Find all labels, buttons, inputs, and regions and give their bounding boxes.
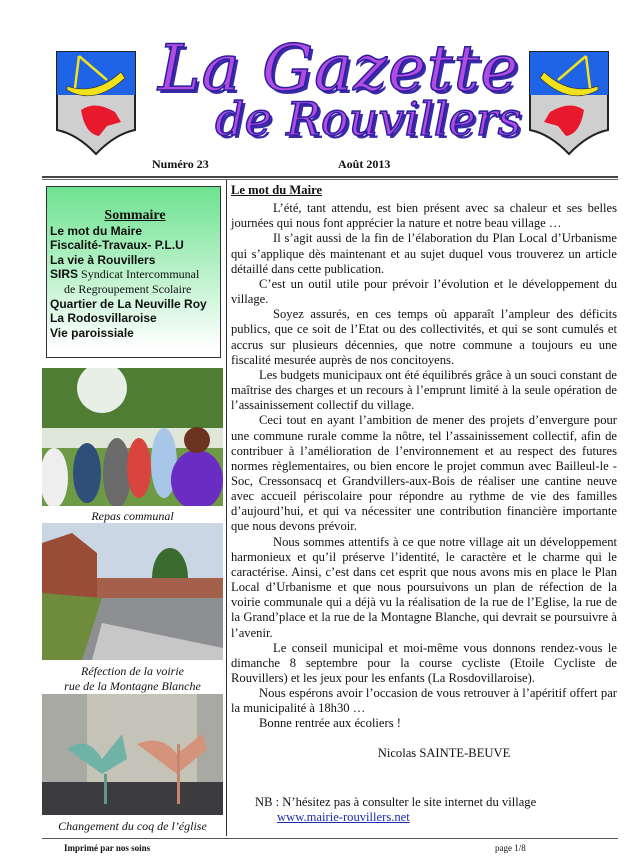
footer-printed: Imprimé par nos soins: [64, 843, 151, 853]
footer-rule: [42, 838, 618, 839]
article-paragraph: Le conseil municipal et moi-même vous donnons rendez-vous le dimanche 8 septembre pour la course cycliste (Etoile Cycliste de Rouvillers) et les jeux pour les enfants (La Rosdovillaroise).: [231, 640, 617, 685]
photo-coq-eglise: [42, 694, 223, 815]
article-paragraph: L’été, tant attendu, est bien présent avec sa chaleur et ses belles journées qui nous font apprécier la nature et notre beau village …: [231, 201, 617, 231]
page-number: page 1/8: [495, 843, 526, 853]
sommaire-box: [46, 186, 221, 358]
sommaire-item: La Rodosvillaroise: [50, 311, 157, 326]
photo-repas-communal: [42, 368, 223, 506]
sommaire-item: La vie à Rouvillers: [50, 252, 156, 267]
article-mot-du-maire: [231, 183, 617, 825]
issue-number: Numéro 23: [152, 157, 209, 171]
article-heading: Le mot du Maire: [231, 183, 323, 197]
sommaire-item: Fiscalité-Travaux- P.L.U: [50, 238, 184, 253]
article-paragraph: Les budgets municipaux ont été équilibrés grâce à un souci constant de maîtrise des charges et un recours à l’emprunt limité à la seule opération de l’assainissement collectif du village.: [231, 367, 617, 413]
column-divider: [226, 180, 227, 836]
article-paragraph: Ceci tout en ayant l’ambition de mener des projets d’envergure pour une commune rurale comme la nôtre, tel l’assainissement collectif, afin de contribuer à l’amélioration de l’environnement et au respect des futures normes règlementaires, ou bien encore le projet commun avec Bailleul-le - Soc, Cressonsacq et Grandvillers-aux-Bois de réaliser une cantine neuve avec accueil périscolaire pour répondre au rythme de vie des familles d’aujourd’hui, et qui va nécessiter une contribution financière importante que nous devons prévoir.: [231, 413, 617, 534]
sommaire-item: Le mot du Maire: [50, 223, 143, 238]
article-paragraph: Nous espérons avoir l’occasion de vous retrouver à l’apéritif offert par la municipalité à 18h30 …: [231, 686, 617, 716]
sommaire-item: Quartier de La Neuville Roy: [50, 296, 207, 311]
article-paragraph: C’est un outil utile pour prévoir l’évolution et le développement du village.: [231, 276, 617, 307]
masthead-subtitle: de Rouvillers: [215, 92, 522, 146]
photo-caption: Changement du coq de l’église: [58, 819, 207, 833]
photo-caption: Repas communal: [91, 509, 174, 523]
sommaire-item: SIRS Syndicat Intercommunal: [50, 267, 200, 282]
header-rule: [42, 176, 618, 180]
website-link[interactable]: www.mairie-rouvillers.net: [277, 809, 410, 824]
photo-voirie: [42, 523, 223, 660]
sommaire-item: de Regroupement Scolaire: [64, 281, 192, 296]
sommaire-item: Vie paroissiale: [50, 325, 134, 340]
issue-date: Août 2013: [338, 157, 391, 171]
article-paragraph: Il s’agit aussi de la fin de l’élaboration du Plan Local d’Urbanisme qui s’applique dès maintenant et au sujet duquel vous trouverez un article détaillé dans cette publication.: [231, 231, 617, 276]
photo-caption: rue de la Montagne Blanche: [64, 679, 201, 693]
article-paragraph: Nous sommes attentifs à ce que notre village ait un développement harmonieux et qu’il préserve l’identité, le caractère et le charme qui le caractérise. Ainsi, c’est dans cet esprit que nous avons mis en place le Plan Local d’Urbanisme et que nous poursuivons un plan de réfection de la voirie communale qui a déjà vu la réalisation de la rue de l’Eglise, la rue de la Grand’place et la rue de la Montagne Blanche, qui devrait se poursuivre à l’avenir.: [231, 534, 617, 640]
photo-caption: Réfection de la voirie: [81, 664, 184, 678]
article-paragraph: Bonne rentrée aux écoliers !: [259, 716, 401, 731]
signature: Nicolas SAINTE-BEUVE: [377, 745, 511, 760]
masthead-title: La Gazette: [158, 32, 520, 106]
coat-of-arms-right: [528, 50, 610, 156]
coat-of-arms-left: [55, 50, 137, 156]
article-paragraph: Soyez assurés, en ces temps où apparaît l’ampleur des déficits publics, que ce soit de l’Etat ou des collectivités, et qui se sont cumulés et accrus sur plusieurs décennies, que notre commune a toujours eu une fiscalité mesurée auprès de nos concitoyens.: [231, 307, 617, 367]
sommaire-title: Sommaire: [104, 208, 166, 223]
nb-note: NB : N’hésitez pas à consulter le site internet du village: [255, 794, 537, 809]
